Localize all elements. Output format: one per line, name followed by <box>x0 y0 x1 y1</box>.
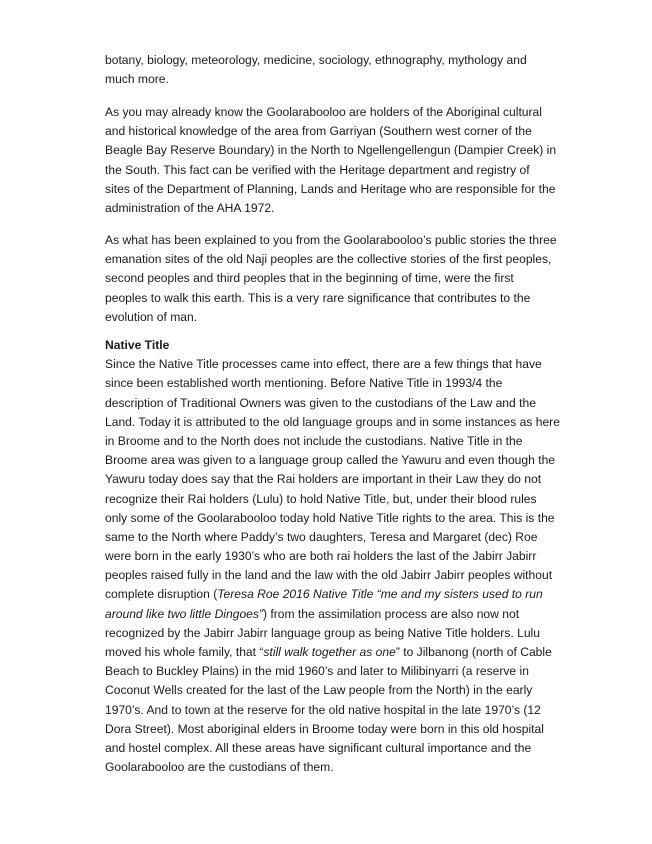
section-line: Since the Native Title processes came into effect, there are a few things that have <box>105 357 542 372</box>
section-line: Dora Street). Most aboriginal elders in Broome today were born in this old hospital <box>105 721 544 736</box>
section-line: Yawuru today does say that the Rai holders are important in their Law they do not <box>105 472 542 487</box>
italic-citation: Teresa Roe 2016 Native Title “me and my sisters used to run <box>217 587 543 602</box>
section-line: only some of the Goolarabooloo today hold Native Title rights to the area. This is the <box>105 510 555 525</box>
italic-quote: still walk together as one <box>263 645 396 659</box>
paragraph-line: As you may already know the Goolarabooloo are holders of the Aboriginal cultural <box>105 105 542 119</box>
section-line: recognize their Rai holders (Lulu) to hold Native Title, but, under their blood rules <box>105 491 537 506</box>
line-text: ) from the assimilation process are also now not <box>262 606 520 621</box>
paragraph-line: peoples to walk this earth. This is a very rare significance that contributes to the <box>105 290 531 305</box>
native-title-section <box>105 336 560 777</box>
section-line: 1970’s. And to town at the reserve for the old native hospital in the late 1970’s (12 <box>105 702 541 717</box>
line-text: ” to Jilbanong (north of Cable <box>395 645 552 659</box>
section-line: same to the North where Paddy’s two daughters, Teresa and Margaret (dec) Roe <box>105 529 538 544</box>
section-line: Goolarabooloo are the custodians of them. <box>105 760 334 775</box>
section-line: were born in the early 1930’s who are both rai holders the last of the Jabirr Jabirr <box>105 549 537 564</box>
paragraph-line: emanation sites of the old Naji peoples are the collective stories of the first peoples, <box>105 252 552 267</box>
paragraph-line: administration of the AHA 1972. <box>105 200 275 215</box>
section-heading: Native Title <box>105 338 170 352</box>
section-line: Broome area was given to a language group called the Yawuru and even though the <box>105 453 556 468</box>
paragraph-1 <box>105 51 555 89</box>
section-line: peoples raised fully in the land and the law with the old Jabirr Jabirr peoples without <box>105 568 553 583</box>
paragraph-line: second peoples and third peoples that in the beginning of time, were the first <box>105 271 514 286</box>
paragraph-line: botany, biology, meteorology, medicine, sociology, ethnography, mythology and <box>105 53 527 67</box>
section-line: in Broome and to the North does not include the custodians. Native Title in the <box>105 433 523 448</box>
paragraph-2 <box>105 103 555 218</box>
section-line: Land. Today it is attributed to the old language groups and in some instances as here <box>105 414 560 429</box>
italic-citation: around like two little Dingoes” <box>105 606 263 621</box>
section-line <box>105 605 555 624</box>
section-line: and hostel complex. All these areas have significant cultural importance and the <box>105 740 532 755</box>
section-line: Coconut Wells created for the last of the Law people from the North) in the early <box>105 683 533 698</box>
section-line: since been established worth mentioning. Before Native Title in 1993/4 the <box>105 376 503 391</box>
paragraph-line: As what has been explained to you from the Goolarabooloo’s public stories the three <box>105 233 557 247</box>
section-line <box>105 585 555 604</box>
line-text: moved his whole family, that “ <box>105 645 264 659</box>
paragraph-line: and historical knowledge of the area from Garriyan (Southern west corner of the <box>105 124 532 139</box>
line-text: complete disruption ( <box>105 587 218 602</box>
section-line: recognized by the Jabirr Jabirr language group as being Native Title holders. Lulu <box>105 625 540 640</box>
paragraph-line: the South. This fact can be verified with the Heritage department and registry of <box>105 162 530 177</box>
section-line: Beach to Buckley Plains) in the mid 1960’s and later to Milibinyarri (a reserve in <box>105 664 529 679</box>
paragraph-line: Beagle Bay Reserve Boundary) in the North to Ngellengellengun (Dampier Creek) in <box>105 143 557 158</box>
paragraph-line: much more. <box>105 72 169 87</box>
paragraph-3 <box>105 231 555 327</box>
section-line: description of Traditional Owners was given to the custodians of the Law and the <box>105 395 536 410</box>
section-line <box>105 643 555 662</box>
paragraph-line: sites of the Department of Planning, Lands and Heritage who are responsible for the <box>105 181 556 196</box>
paragraph-line: evolution of man. <box>105 309 198 324</box>
